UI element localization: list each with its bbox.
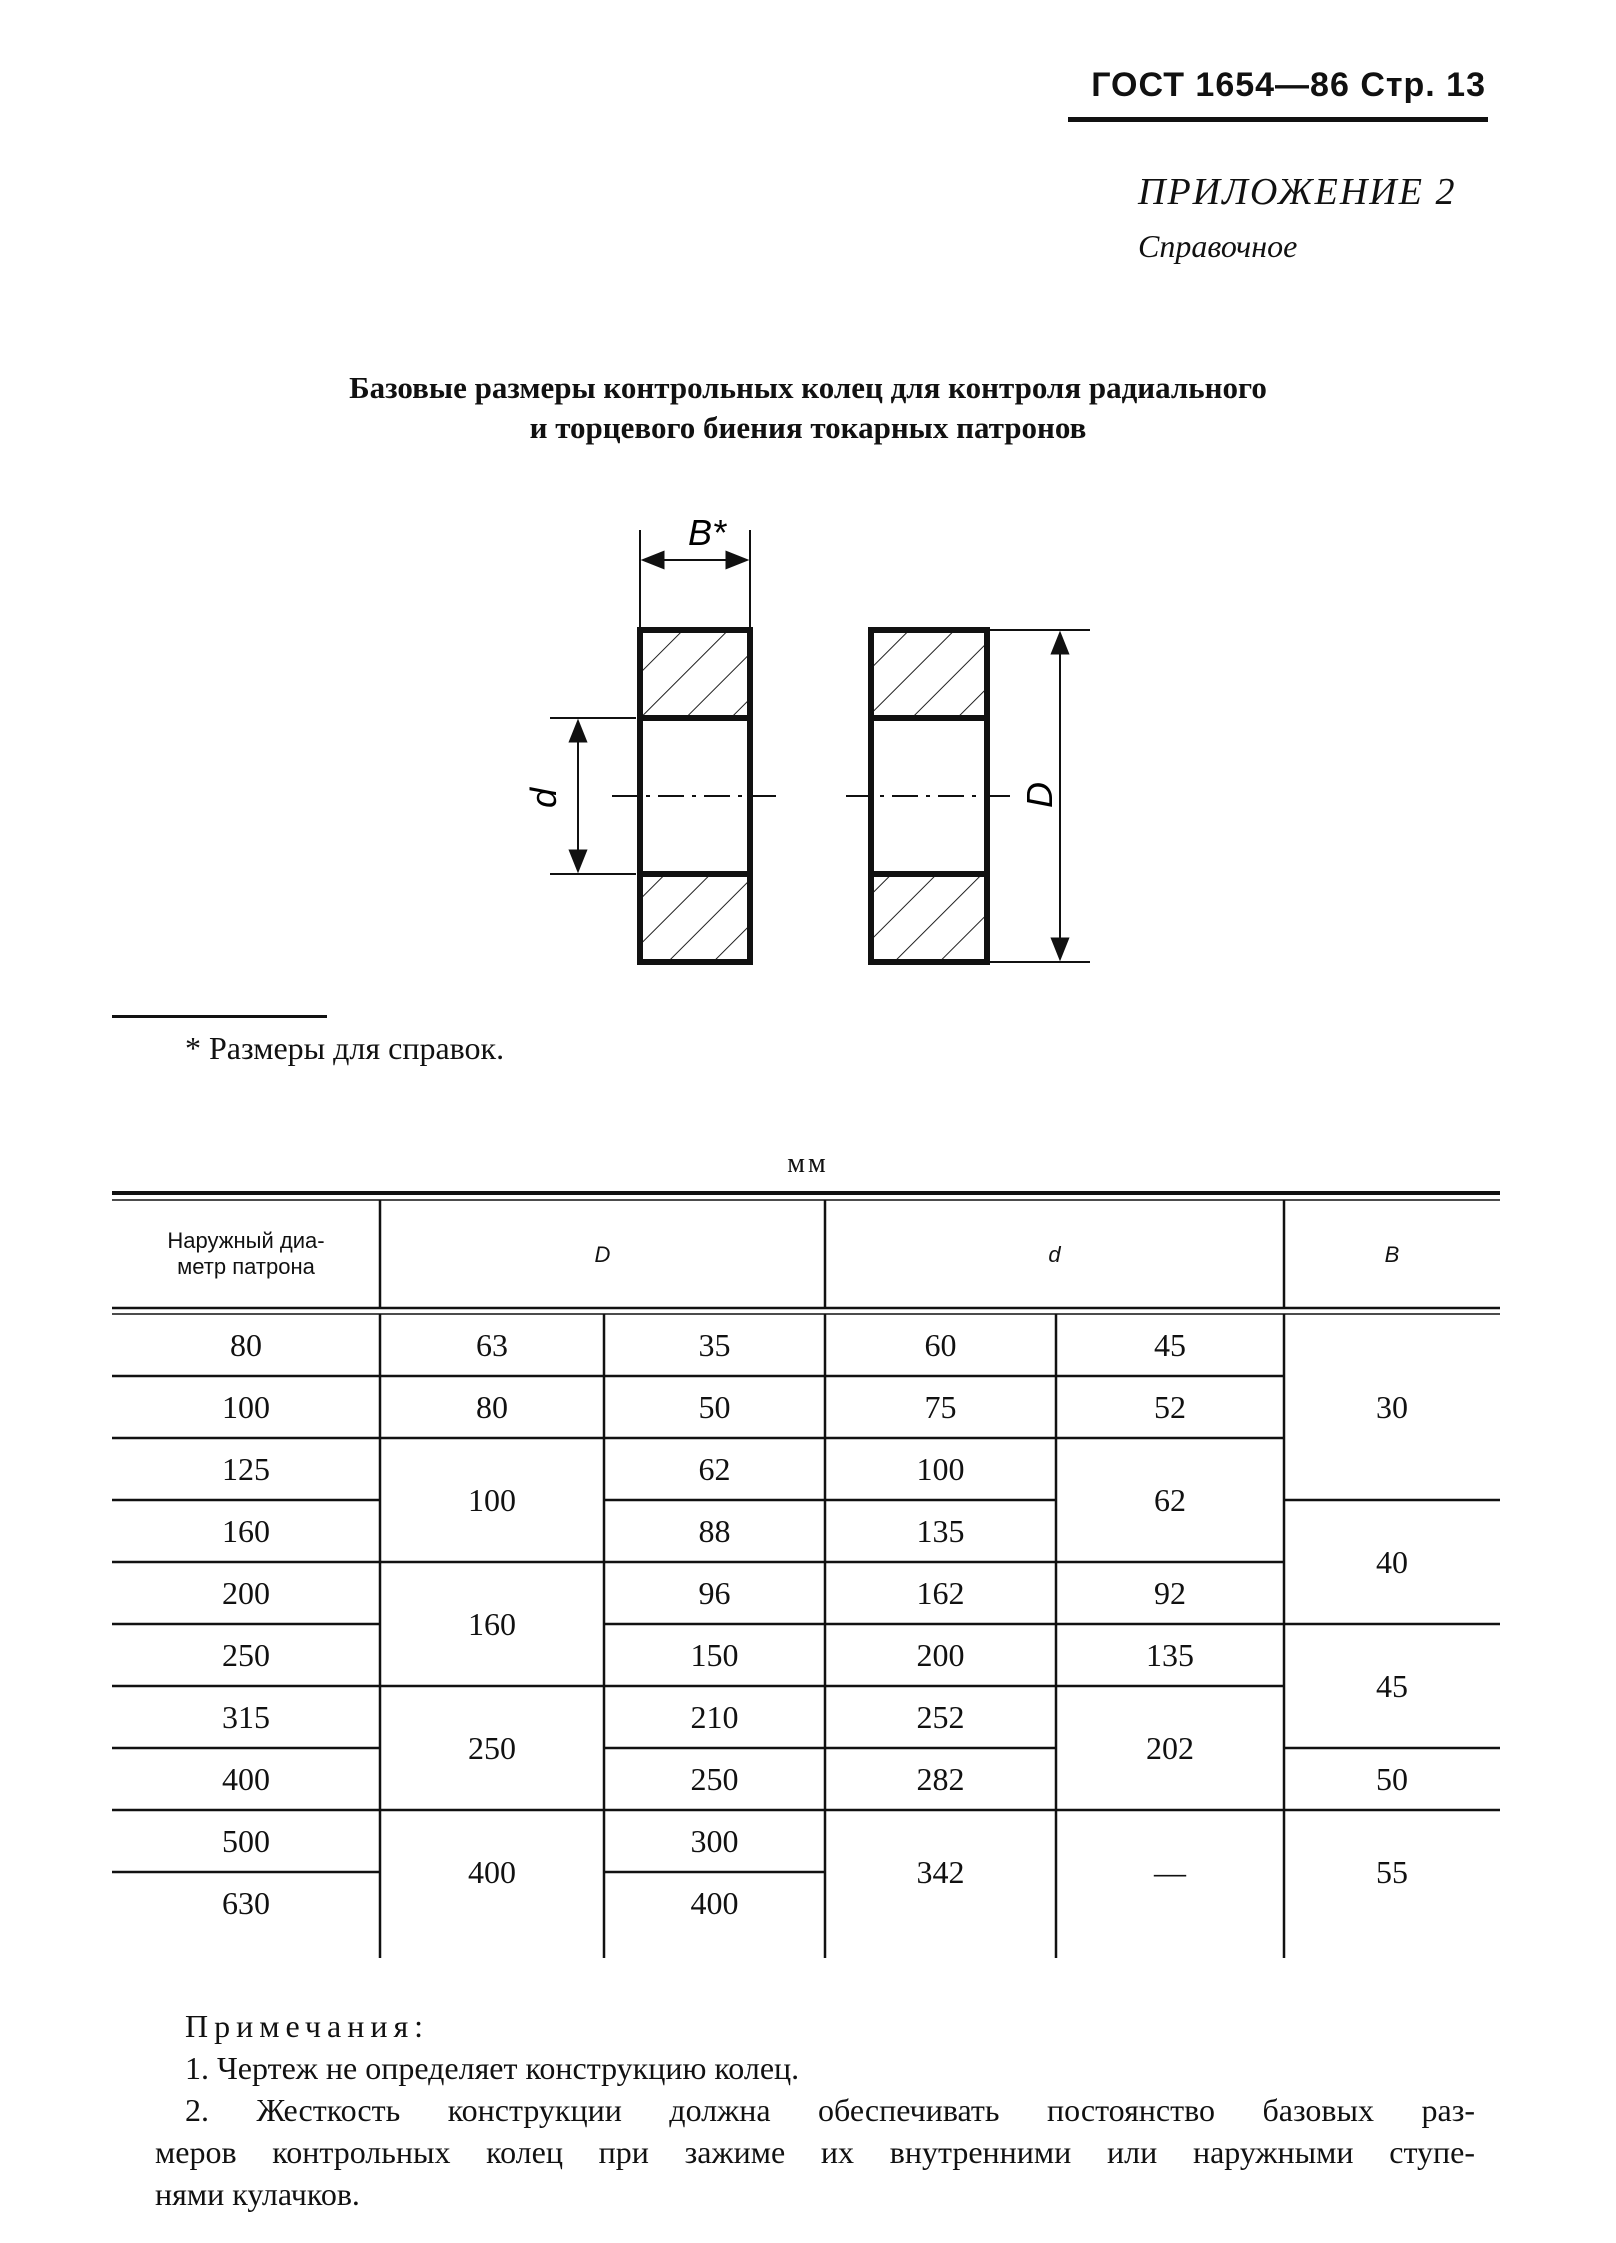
cell-d1: 282: [916, 1761, 965, 1797]
cell-d1: 162: [916, 1575, 965, 1611]
document-title-line-2: и торцевого биения токарных патронов: [529, 410, 1087, 445]
document-title-line-1: Базовые размеры контрольных колец для контроля радиального: [349, 370, 1267, 405]
cell-d1: 100: [916, 1451, 965, 1487]
cell-outer: 100: [222, 1389, 270, 1425]
cell-D2: 400: [690, 1885, 739, 1921]
cell-B: 50: [1376, 1761, 1408, 1797]
cell-D1: 80: [476, 1389, 508, 1425]
cell-B: 30: [1376, 1389, 1408, 1425]
dimensions-table: [112, 1188, 1500, 1958]
cell-d2: 135: [1146, 1637, 1194, 1673]
cell-d2: 52: [1154, 1389, 1186, 1425]
table-units: мм: [787, 1148, 829, 1179]
cell-outer: 400: [222, 1761, 270, 1797]
hatched-block: [640, 630, 750, 718]
ring-drawing: [0, 0, 1616, 1000]
cell-d2: —: [1154, 1854, 1186, 1890]
cell-d1: 200: [916, 1637, 965, 1673]
note-1: 1. Чертеж не определяет конструкцию колец.: [185, 2050, 800, 2086]
cell-d1: 60: [924, 1327, 957, 1363]
cell-d1: 342: [916, 1854, 965, 1890]
cell-d2: 92: [1154, 1575, 1186, 1611]
appendix-title: ПРИЛОЖЕНИЕ 2: [1138, 171, 1457, 213]
cell-D2: 88: [698, 1513, 731, 1549]
cell-d2: 202: [1146, 1730, 1194, 1766]
footnote: * Размеры для справок.: [185, 1030, 505, 1066]
cell-outer: 125: [222, 1451, 270, 1487]
header-D: D: [594, 1242, 611, 1267]
cell-outer: 250: [222, 1637, 270, 1673]
cell-D1: 100: [468, 1482, 516, 1518]
cell-D1: 63: [476, 1327, 508, 1363]
cell-outer: 80: [230, 1327, 262, 1363]
label-B: B*: [688, 512, 727, 553]
cell-D1: 250: [468, 1730, 516, 1766]
note-2-line-2: меров контрольных колец при зажиме их внутренними или наружными ступе-: [155, 2134, 1475, 2170]
label-d: d: [523, 787, 564, 808]
appendix-subtitle: Справочное: [1138, 228, 1298, 264]
cell-B: 45: [1376, 1668, 1408, 1704]
cell-D2: 210: [690, 1699, 739, 1735]
hatched-block: [871, 630, 987, 718]
cell-D2: 150: [690, 1637, 739, 1673]
cell-B: 40: [1376, 1544, 1408, 1580]
cell-D2: 300: [690, 1823, 739, 1859]
cell-d2: 62: [1154, 1482, 1186, 1518]
note-2-line-1: 2. Жесткость конструкции должна обеспечивать постоянство базовых раз-: [185, 2092, 1475, 2128]
notes-section: [155, 2005, 1475, 2215]
cell-D2: 35: [698, 1327, 731, 1363]
cell-B: 55: [1376, 1854, 1408, 1890]
cell-outer: 500: [222, 1823, 270, 1859]
header-outer-diameter-line1: Наружный диа-: [167, 1228, 325, 1253]
page-header: ГОСТ 1654—86 Стр. 13: [1091, 66, 1486, 104]
cell-D2: 62: [698, 1451, 731, 1487]
note-2-line-3: нями кулачков.: [155, 2176, 360, 2212]
header-outer-diameter: [112, 1228, 380, 1280]
cell-outer: 200: [222, 1575, 270, 1611]
cell-D2: 96: [698, 1575, 731, 1611]
cell-D2: 250: [690, 1761, 739, 1797]
cell-D1: 160: [468, 1606, 516, 1642]
hatched-block: [871, 874, 987, 962]
header-d: d: [1048, 1242, 1061, 1267]
cell-outer: 315: [222, 1699, 270, 1735]
cell-d1: 252: [916, 1699, 965, 1735]
cell-d1: 75: [924, 1389, 957, 1425]
header-B: B: [1384, 1242, 1400, 1267]
footnote-rule: [112, 1015, 327, 1018]
cell-outer: 630: [222, 1885, 270, 1921]
cell-d2: 45: [1154, 1327, 1186, 1363]
cell-D2: 50: [698, 1389, 731, 1425]
hatched-block: [640, 874, 750, 962]
cell-d1: 135: [916, 1513, 965, 1549]
label-D: D: [1019, 782, 1060, 808]
header-outer-diameter-line2: метр патрона: [177, 1254, 315, 1279]
cell-D1: 400: [468, 1854, 516, 1890]
cell-outer: 160: [222, 1513, 270, 1549]
notes-heading: Примечания:: [185, 2008, 430, 2044]
